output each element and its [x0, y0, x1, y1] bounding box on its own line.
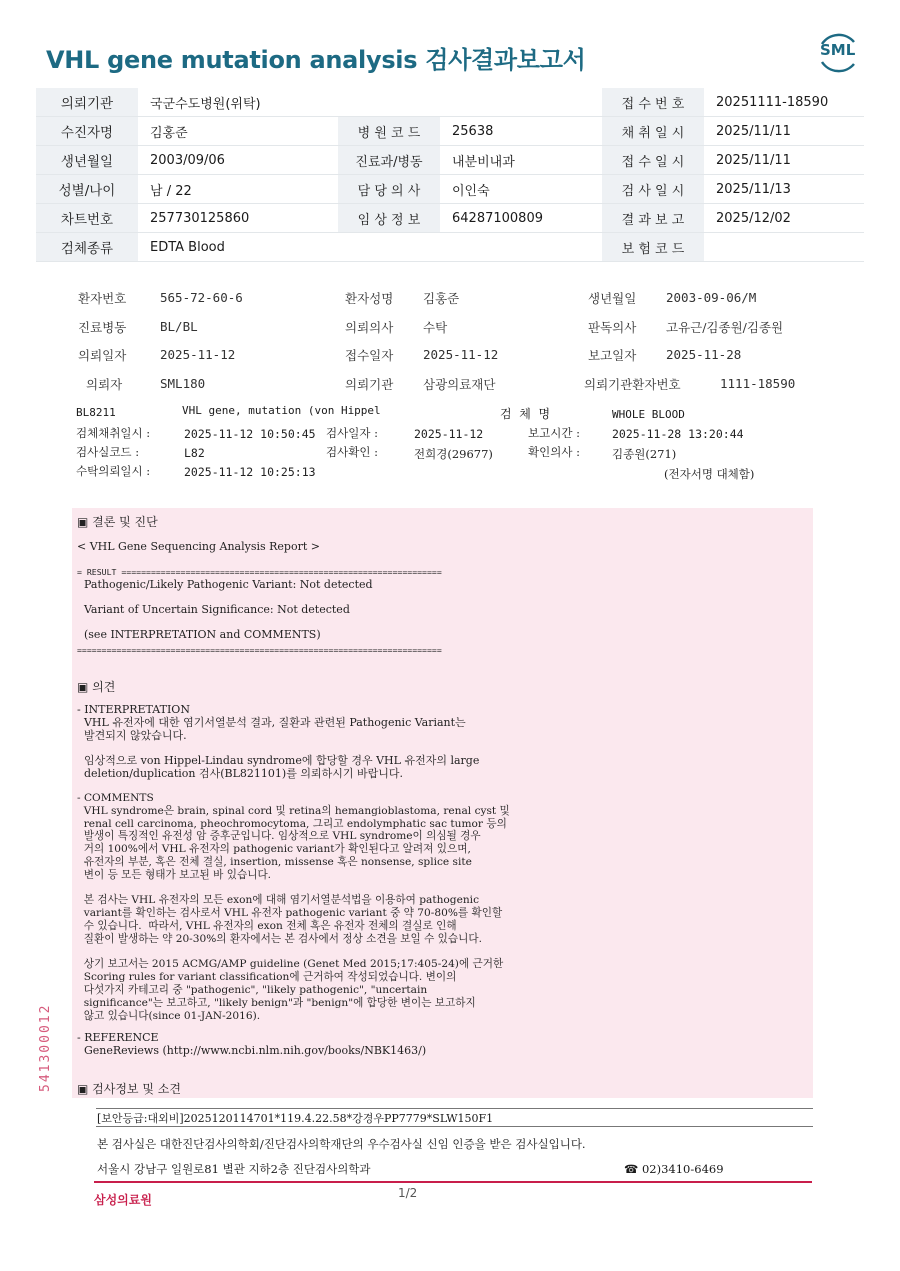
info-value: 남 / 22 [138, 175, 338, 204]
info-label [338, 233, 440, 262]
footer-logo: 삼성의료원 [94, 1193, 152, 1207]
patient-value: 565-72-60-6 [160, 290, 243, 305]
info-value: 국군수도병원(위탁) [138, 88, 338, 117]
patient-label: 판독의사 [588, 320, 637, 335]
patient-value: 고유근/김종원/김종원 [666, 320, 784, 335]
info-label: 의뢰기관 [36, 88, 138, 117]
footer-rule [94, 1181, 812, 1183]
info-value: 2003/09/06 [138, 146, 338, 175]
testdate-value: 2025-11-12 [414, 427, 484, 441]
patient-value: 1111-18590 [720, 376, 796, 391]
doctor-label: 확인의사 : [528, 445, 580, 459]
report-title: VHL gene mutation analysis 검사결과보고서 [46, 46, 586, 74]
info-label: 접 수 번 호 [602, 88, 704, 117]
result-pathogenic: Pathogenic/Likely Pathogenic Variant: Not detected [77, 578, 373, 591]
info-label [338, 88, 440, 117]
patient-value: 2025-11-28 [666, 347, 742, 362]
info-table-row [36, 88, 864, 117]
patient-label: 의뢰의사 [345, 320, 394, 335]
patient-value: 2003-09-06/M [666, 290, 757, 305]
info-value [440, 88, 602, 117]
info-table [36, 88, 864, 262]
info-value: 257730125860 [138, 204, 338, 233]
result-rule: = RESULT ================================================================= [77, 567, 442, 577]
section-conclusion: ▣ 결론 및 진단 [77, 515, 158, 529]
info-label: 보 험 코 드 [602, 233, 704, 262]
patient-label: 의뢰기관 [345, 377, 394, 392]
confirm-label: 검사확인 : [326, 445, 378, 459]
info-value: 내분비내과 [440, 146, 602, 175]
room-value: L82 [184, 446, 205, 460]
room-label: 검사실코드 : [76, 445, 140, 459]
page-number: 1/2 [398, 1186, 418, 1200]
result-end-rule: ========================================================================== [77, 645, 442, 655]
result-see: (see INTERPRETATION and COMMENTS) [77, 628, 321, 641]
patient-label: 환자성명 [345, 291, 394, 306]
patient-label: 진료병동 [78, 320, 127, 335]
info-value: 2025/11/11 [704, 146, 864, 175]
comments-text: - COMMENTS VHL syndrome은 brain, spinal cord 및 retina의 hemangioblastoma, renal cyst 및 renal cell carcinoma, pheochromocytoma, 그리고 endolymphatic sac tumor 등의 발생이 특징적인 유전성 암 증후군입니다. 임상적으로 VHL syndrome이 의심될 경우 거의 100%에서 VHL 유전자의 pathogenic variant가 확인된다고 알려져 있으며, 유전자의 부분, 혹은 전체 결실, insertion, missense 혹은 nonsense, splice site 변이 등 모든 형태가 보고된 바 있습니다. 본 검사는 VHL 유전자의 모든 exon에 대해 염기서열분석법을 이용하여 pathogenic variant를 확인하는 검사로서 VHL 유전자 pathogenic variant 중 약 70-80%를 확인할 수 있습니다. 따라서, VHL 유전자의 exon 전체 혹은 유전자 전체의 결실로 인해 질환이 발생하는 약 20-30%의 환자에서는 본 검사에서 정상 소견을 보일 수 있습니다. 상기 보고서는 2015 ACMG/AMP guideline (Genet Med 2015;17:405-24)에 근거한 Scoring rules for variant classification에 근거하여 작성되었습니다. 변이의 다섯가지 카테고리 중 "pathogenic", "likely pathogenic", "uncertain significance"는 보고하고, "likely benign"과 "benign"에 합당한 변이는 보고하지 않고 있습니다(since 01-JAN-2016). [77, 792, 510, 1022]
certification-text: 본 검사실은 대한진단검사의학회/진단검사의학재단의 우수검사실 신임 인증을 받은 검사실입니다. [97, 1137, 586, 1151]
collect-label: 검체채취일시 : [76, 426, 151, 440]
specimen-value: WHOLE BLOOD [612, 408, 685, 421]
info-value: 김홍준 [138, 117, 338, 146]
info-label: 생년월일 [36, 146, 138, 175]
patient-label: 보고일자 [588, 348, 637, 363]
testdate-label: 검사일자 : [326, 426, 378, 440]
divider [96, 1108, 813, 1109]
info-label: 담 당 의 사 [338, 175, 440, 204]
info-value: 25638 [440, 117, 602, 146]
vertical-stamp-code: 541300012 [38, 1003, 53, 1092]
info-table-row [36, 146, 864, 175]
section-opinion: ▣ 의견 [77, 680, 116, 694]
info-table-row [36, 175, 864, 204]
signature-note: (전자서명 대체함) [664, 467, 755, 481]
patient-label: 생년월일 [588, 291, 637, 306]
info-value [440, 233, 602, 262]
logo-text: SML [820, 41, 856, 59]
patient-value: BL/BL [160, 319, 198, 334]
divider [96, 1126, 813, 1127]
info-label: 수진자명 [36, 117, 138, 146]
patient-value: 수탁 [423, 320, 448, 335]
collect-value: 2025-11-12 10:50:45 [184, 427, 316, 441]
reporttime-value: 2025-11-28 13:20:44 [612, 427, 744, 441]
interpretation-text: - INTERPRETATION VHL 유전자에 대한 염기서열분석 결과, 질환과 관련된 Pathogenic Variant는 발견되지 않았습니다. 임상적으로 von Hippel-Lindau syndrome에 합당할 경우 VHL 유전자의 large deletion/duplication 검사(BL821101)를 의뢰하시기 바랍니다. [77, 703, 480, 780]
phone-text: ☎ 02)3410-6469 [624, 1162, 724, 1176]
confirm-value: 전희경(29677) [414, 447, 493, 461]
info-label: 병 원 코 드 [338, 117, 440, 146]
test-code: BL8211 [76, 406, 116, 419]
info-table-row [36, 204, 864, 233]
section-test-info: ▣ 검사정보 및 소견 [77, 1082, 181, 1096]
patient-label: 의뢰일자 [78, 348, 127, 363]
patient-label: 의뢰기관환자번호 [584, 377, 681, 392]
patient-value: 김홍준 [423, 291, 460, 306]
info-value: 20251111-18590 [704, 88, 864, 117]
info-label: 채 취 일 시 [602, 117, 704, 146]
patient-label: 의뢰자 [86, 377, 123, 392]
info-value: 2025/11/13 [704, 175, 864, 204]
info-value: 64287100809 [440, 204, 602, 233]
test-name: VHL gene, mutation (von Hippel [182, 404, 381, 417]
report-subtitle: < VHL Gene Sequencing Analysis Report > [77, 540, 320, 553]
info-table-row [36, 117, 864, 146]
security-line: [보안등급:대외비]2025120114701*119.4.22.58*강경우PP7779*SLW150F1 [97, 1112, 494, 1125]
info-value: 2025/11/11 [704, 117, 864, 146]
reference-text: - REFERENCE GeneReviews (http://www.ncbi.nlm.nih.gov/books/NBK1463/) [77, 1031, 427, 1057]
info-label: 검 사 일 시 [602, 175, 704, 204]
request-value: 2025-11-12 10:25:13 [184, 465, 316, 479]
info-label: 결 과 보 고 [602, 204, 704, 233]
specimen-label: 검 체 명 [500, 407, 551, 421]
info-label: 진료과/병동 [338, 146, 440, 175]
patient-value: SML180 [160, 376, 206, 391]
info-value [704, 233, 864, 262]
info-label: 접 수 일 시 [602, 146, 704, 175]
doctor-value: 김종원(271) [612, 447, 677, 461]
info-table-row [36, 233, 864, 262]
info-label: 임 상 정 보 [338, 204, 440, 233]
info-label: 성별/나이 [36, 175, 138, 204]
patient-label: 접수일자 [345, 348, 394, 363]
info-value: EDTA Blood [138, 233, 338, 262]
address-text: 서울시 강남구 일원로81 별관 지하2층 진단검사의학과 [97, 1162, 371, 1176]
patient-value: 2025-11-12 [160, 347, 236, 362]
info-value: 2025/12/02 [704, 204, 864, 233]
patient-value: 삼광의료재단 [423, 377, 496, 392]
request-label: 수탁의뢰일시 : [76, 464, 151, 478]
result-vus: Variant of Uncertain Significance: Not detected [77, 603, 350, 616]
info-label: 검체종류 [36, 233, 138, 262]
reporttime-label: 보고시간 : [528, 426, 580, 440]
info-label: 차트번호 [36, 204, 138, 233]
patient-value: 2025-11-12 [423, 347, 499, 362]
patient-label: 환자번호 [78, 291, 127, 306]
info-value: 이인숙 [440, 175, 602, 204]
